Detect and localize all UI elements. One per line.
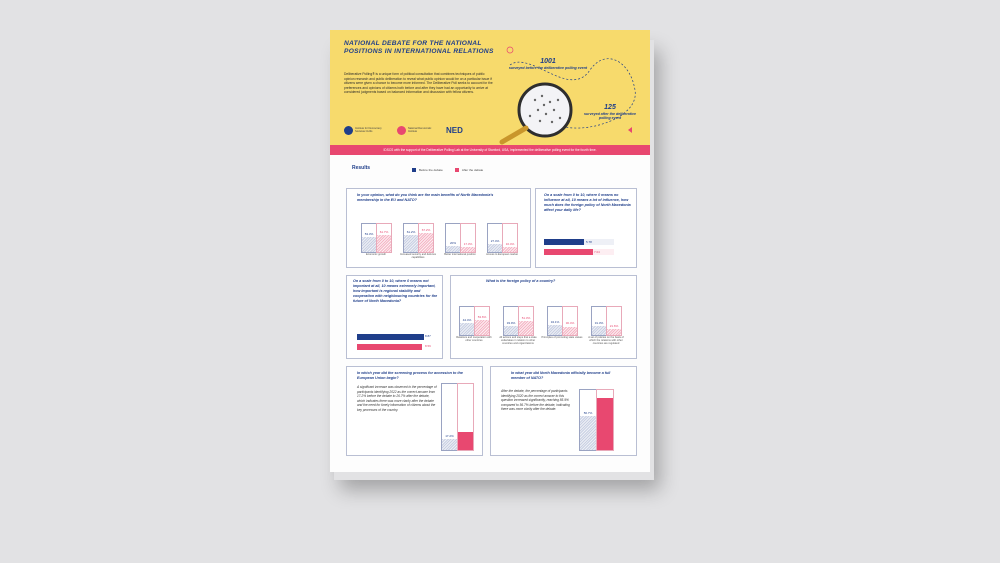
- q1-after-box-0: [376, 223, 392, 253]
- poster-intro: Deliberative Polling® is a unique form of political consultation that combines techniques of public opinion research and public deliberation to reveal what public opinion would be on a particular issue if citizens were given a chance to become more informed. The Deliberative Poll seeks to account for the preferences and opinions of citizens both before and after they have had an opportunity to arrive at considered judgments based on balanced information and discussion with fellow citizens.: [344, 72, 493, 94]
- q4-after-value-0: 53.6%: [477, 314, 487, 319]
- q1-category-3: Access to European market: [486, 253, 518, 256]
- q4-before-box-2: [547, 306, 563, 336]
- sponsor-band: IDSCS with the support of the Deliberative Polling Lab at the University of Stanford, USA, implemented the deliberative polling event for the fourth time.: [330, 145, 650, 155]
- q4-category-3: A set of policies on the basis of which the relations with other countries are regulated: [588, 336, 624, 346]
- q1-after-value-0: 61.7%: [379, 229, 389, 234]
- q4-before-fill-3: [592, 326, 606, 335]
- count-after: [578, 104, 642, 121]
- spiral-mark-icon: [507, 47, 513, 53]
- q6-question: In what year did North Macedonia officially become a full member of NATO?: [511, 371, 611, 380]
- results-heading: Results: [352, 165, 371, 171]
- q2-value-after: 7.04: [594, 250, 600, 254]
- q1-before-fill-2: [446, 246, 460, 252]
- q4-before-fill-2: [548, 325, 562, 335]
- q5-before-box-0: [441, 383, 458, 451]
- q2-bar-after: [544, 249, 593, 255]
- q1-before-box-0: [361, 223, 377, 253]
- q1-after-fill-1: [419, 233, 433, 252]
- q1-after-value-2: 17.3%: [463, 242, 473, 247]
- legend-swatch-after: [455, 168, 459, 172]
- q3-value-after: 8.59: [425, 344, 431, 348]
- q4-after-fill-3: [607, 329, 621, 335]
- legend-swatch-before: [412, 168, 416, 172]
- q1-after-box-2: [460, 223, 476, 253]
- q1-before-value-0: 53.3%: [364, 232, 374, 237]
- card-eu-nato-benefits: [346, 188, 531, 268]
- q3-value-before: 8.87: [425, 334, 431, 338]
- q4-before-box-0: [459, 306, 475, 336]
- q1-before-box-2: [445, 223, 461, 253]
- card-eu-screening: [346, 366, 483, 456]
- q5-before-fill-0: [442, 439, 457, 450]
- q6-text: After the debate, the percentage of participants identifying 2020 as the correct answer to this question increased significantly, reaching 85.9% compared to 56.7% before the debate, indicating there was more clarity after the debate.: [501, 389, 570, 412]
- q2-question: On a scale from 0 to 10, where 0 means no influence at all, 10 means a lot of influence, how much does the foreign policy of North Macedonia affect your daily life?: [544, 193, 631, 212]
- q1-category-0: Economic growth: [366, 253, 386, 256]
- legend-before: [412, 168, 443, 172]
- q4-before-value-0: 44.4%: [462, 317, 472, 322]
- q4-after-value-1: 51.3%: [521, 315, 531, 320]
- q3-bar-after: [357, 344, 422, 350]
- q1-before-box-1: [403, 223, 419, 253]
- count-before-label: surveyed before the deliberative polling event: [508, 66, 588, 70]
- q4-question: What is the foreign policy of a country?: [486, 279, 556, 283]
- q5-after-value-0: 26.7%: [461, 427, 470, 432]
- q3-question: On a scale from 0 to 10, where 0 means not important at all, 10 means extremely important, how important is regional stability and cooperation with neighbouring countries for the future of North Macedonia?: [353, 279, 438, 303]
- q5-before-value-0: 17.2%: [445, 433, 454, 438]
- arrow-icon: [628, 127, 632, 133]
- q1-question: In your opinion, what do you think are the main benefits of North Macedonia's membership in the EU and NATO?: [357, 193, 494, 202]
- q6-before-fill-0: [580, 416, 596, 450]
- q6-before-value-0: 56.7%: [583, 410, 593, 415]
- q4-after-value-3: 21.6%: [609, 323, 619, 328]
- q4-before-box-1: [503, 306, 519, 336]
- poster-title: NATIONAL DEBATE FOR THE NATIONAL POSITIONS IN INTERNATIONAL RELATIONS: [344, 40, 494, 55]
- q4-after-fill-0: [475, 320, 489, 335]
- q1-after-fill-0: [377, 235, 391, 252]
- q5-after-fill-0: [458, 432, 473, 450]
- q2-bar-before: [544, 239, 584, 245]
- q5-text: A significant increase was observed in the percentage of participants identifying 2022 as the correct answer from 17.2% before the debate to 26.7% after the debate, which indicates there was more clarity after the debate and the need for timely information of citizens about the key processes of the country.: [357, 385, 437, 412]
- card-daily-life-influence: [535, 188, 637, 268]
- card-nato-membership: [490, 366, 637, 456]
- q1-after-fill-2: [461, 247, 475, 252]
- q2-value-before: 5.78: [586, 240, 592, 244]
- q4-after-value-2: 30.4%: [565, 321, 575, 326]
- q4-after-box-3: [606, 306, 622, 336]
- q1-after-box-3: [502, 223, 518, 253]
- q4-category-2: Principles of promoting state values: [541, 336, 583, 339]
- q4-after-box-1: [518, 306, 534, 336]
- q4-after-box-0: [474, 306, 490, 336]
- magnifier-handle: [502, 128, 526, 142]
- q4-after-fill-1: [519, 321, 533, 335]
- q5-after-box-0: [457, 383, 474, 451]
- count-after-number: 125: [604, 104, 616, 111]
- q4-after-fill-2: [563, 327, 577, 336]
- logo-ndi-text: National Democratic Institute: [408, 127, 432, 133]
- count-before-number: 1001: [540, 58, 556, 65]
- card-regional-stability: [346, 275, 443, 359]
- q4-before-value-1: 33.9%: [506, 320, 516, 325]
- infographic-poster: [330, 30, 650, 472]
- q3-bar-before: [357, 334, 424, 340]
- q1-category-1: Increased security and defence capabilities: [399, 253, 437, 260]
- q1-after-value-1: 67.2%: [421, 228, 431, 233]
- q1-before-value-3: 27.4%: [490, 239, 500, 244]
- logo-idscs-text: Institute for Democracy Societas Civilis: [355, 127, 382, 133]
- q4-before-fill-1: [504, 326, 518, 335]
- q1-before-value-1: 61.2%: [406, 229, 416, 234]
- q1-before-box-3: [487, 223, 503, 253]
- legend-before-label: Before the debate: [419, 168, 443, 172]
- q1-after-box-1: [418, 223, 434, 253]
- card-foreign-policy-definition: [450, 275, 637, 359]
- q1-before-value-2: 20%: [449, 241, 456, 246]
- count-after-label: surveyed after the deliberative polling event: [584, 112, 636, 121]
- legend: [412, 168, 483, 172]
- q1-category-2: Better international position: [444, 253, 476, 256]
- q4-category-1: All actions and steps that a state undertakes in relation to other countries and organizations: [499, 336, 537, 346]
- q1-before-fill-0: [362, 237, 376, 252]
- logo-ned-text: NED: [446, 125, 463, 135]
- q1-after-value-3: 16.4%: [505, 242, 515, 247]
- legend-after-label: After the debate: [461, 168, 484, 172]
- legend-after: [455, 168, 483, 172]
- q6-after-value-0: 85.9%: [600, 393, 610, 398]
- q5-question: In which year did the screening process for accession to the European Union begin?: [357, 371, 463, 380]
- q4-category-0: Relations and cooperation with other countries: [456, 336, 492, 343]
- q4-before-value-3: 31.3%: [594, 321, 604, 326]
- q4-before-box-3: [591, 306, 607, 336]
- q4-before-fill-0: [460, 323, 474, 335]
- q6-after-box-0: [596, 389, 614, 451]
- q4-before-value-2: 34.1%: [550, 320, 560, 325]
- q6-before-box-0: [579, 389, 597, 451]
- q6-after-fill-0: [597, 398, 613, 450]
- q4-after-box-2: [562, 306, 578, 336]
- q1-after-fill-3: [503, 247, 517, 252]
- count-before: [508, 58, 588, 70]
- q1-before-fill-3: [488, 244, 502, 252]
- poster-header: [330, 30, 650, 145]
- header-illustration: [330, 30, 650, 145]
- q1-before-fill-1: [404, 235, 418, 252]
